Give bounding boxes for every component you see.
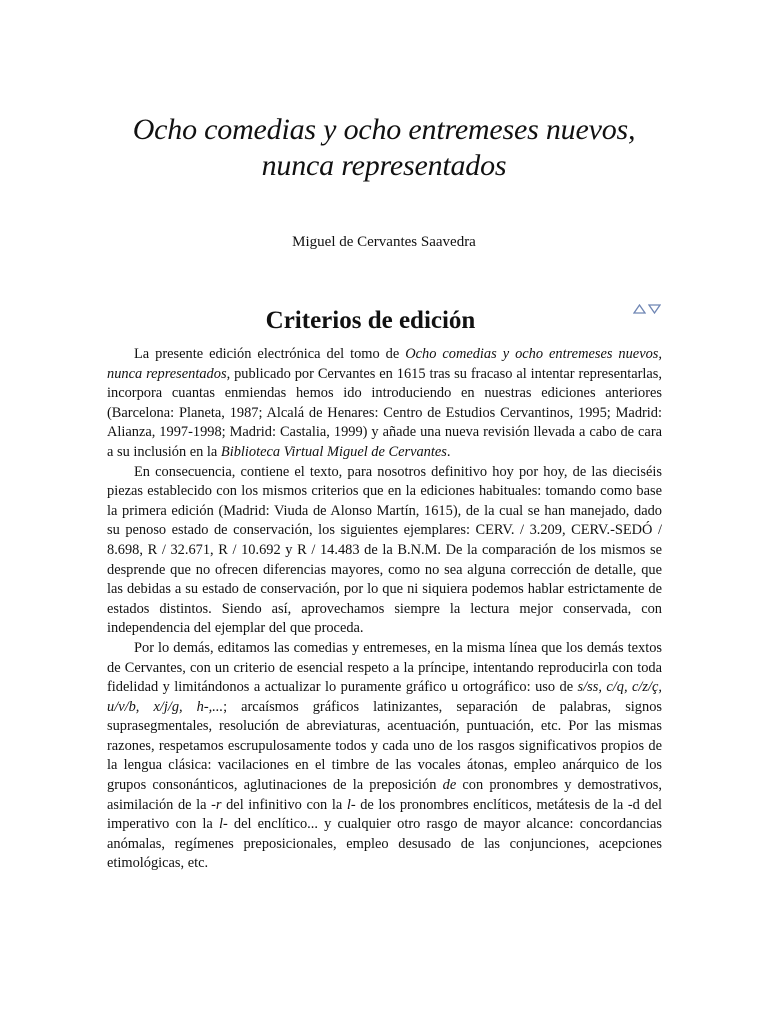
section-nav-arrows (633, 302, 663, 316)
text-segment: ; arcaísmos gráficos latinizantes, separación de palabras, signos suprasegmentales, resolución de abreviaturas, acentuación, puntuación, etc. Por las mismas razones, respetamos escrupulosamente todos y cada uno de los rasgos significativos propios de la lengua clásica: vacilaciones en el timbre de las vocales átonas, empleo anárquico de los grupos consonánticos, aglutinaciones de la preposición (107, 698, 662, 794)
paragraph (107, 345, 662, 463)
text-segment: La presente edición electrónica del tomo de (134, 346, 406, 362)
triangle-up-outline-icon[interactable] (633, 304, 646, 314)
text-segment: , publicado por Cervantes en 1615 tras su fracaso al intentar representarlas, incorpora cuantas enmiendas hemos ido introduciendo en nuestras ediciones anteriores (Barcelona: Planeta, 1987; Alcalá de Henares: Centro de Estudios Cervantinos, 1995; Madrid: Alianza, 1997-1998; Madrid: Castalia, 1999) y añade una nueva revisión llevada a cabo de cara a su inclusión en la (107, 365, 662, 460)
text-segment: Por lo demás, editamos las comedias y entremeses, en la misma línea que los demás textos de Cervantes, con un criterio de esencial respeto a la príncipe, intentando reproducirla con toda fidelidad y limitándonos a actualizar lo puramente gráfico u ortográfico: uso de (107, 639, 662, 696)
edition-criteria-text (107, 345, 662, 874)
italic-text-segment: s/ss, c/q, c/z/ç, u/v/b, x/j/g, h-,... (107, 679, 662, 715)
italic-text-segment: de (442, 777, 457, 794)
paragraph (107, 463, 662, 639)
text-segment: En consecuencia, contiene el texto, para nosotros definitivo hoy por hoy, de las dieciséis piezas establecido con los mismos criterios que en la ediciones habituales: tomando como base la primera edición (Madrid: Viuda de Alonso Martín, 1615), de la cual se han manejado, dado su penoso estado de conservación, los siguientes ejemplares: CERV. / 3.209, CERV.-SEDÓ / 8.698, R / 32.671, R / 10.692 y R / 14.483 de la B.N.M. De la comparación de los mismos se desprende que no ofrecen diferencias mayores, como no sea alguna corrección de detalle, que las debidas a su estado de conservación, por lo que ni siquiera podemos hablar estrictamente de estados distintos. Siendo así, aprovechamos siempre la lectura mejor conservada, con independencia del ejemplar del que proceda. (107, 463, 662, 637)
paragraph (107, 639, 662, 874)
book-title-line-2: nunca representados (261, 149, 507, 182)
text-segment: con pronombres y demostrativos, asimilación de la - (107, 777, 662, 813)
text-segment: de los pronombres enclíticos, metátesis de la -d del imperativo con la (107, 796, 663, 833)
text-segment: . (446, 443, 451, 460)
author-name: Miguel de Cervantes Saavedra (292, 234, 476, 250)
section-title: Criterios de edición (265, 307, 476, 334)
italic-text-segment: Biblioteca Virtual Miguel de Cervantes (220, 443, 447, 460)
text-segment: del enclítico... y cualquier otro rasgo de mayor alcance: concordancias anómalas, regímenes preposicionales, empleo desusado de las conjunciones, acepciones etimológicas, etc. (107, 816, 662, 872)
triangle-down-outline-icon[interactable] (648, 304, 661, 314)
italic-text-segment: l- (346, 796, 356, 813)
book-title (60, 112, 708, 184)
italic-text-segment: r (215, 796, 222, 813)
italic-text-segment: l- (218, 816, 228, 833)
text-segment: del infinitivo con la (221, 796, 347, 813)
italic-text-segment: Ocho comedias y ocho entremeses nuevos, nunca representados (107, 346, 662, 382)
book-title-line-1: Ocho comedias y ocho entremeses nuevos, (132, 113, 636, 146)
